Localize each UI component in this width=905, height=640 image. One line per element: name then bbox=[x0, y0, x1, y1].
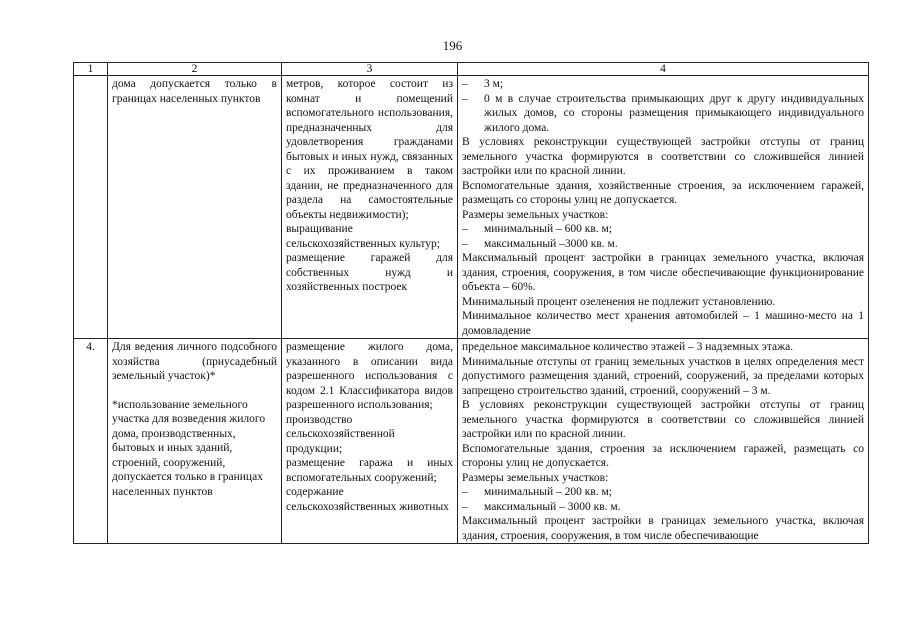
parameter-dash-item bbox=[462, 77, 864, 92]
parameter-paragraph: Максимальный процент застройки в границах земельного участка, включая здания, строения, сооружения, в том числе обеспечивающие bbox=[462, 515, 864, 542]
land-use-text: дома допускается только в границах населенных пунктов bbox=[112, 78, 277, 105]
parameter-text: максимальный –3000 кв. м. bbox=[484, 237, 618, 250]
parameter-dash-item bbox=[462, 237, 864, 252]
permitted-use-item: метров, которое состоит из комнат и помещений вспомогательного использования, предназначенных для удовлетворения гражданами бытовых и иных нужд, связанных с их проживанием в таком здании, не предназначенного для раздела на самостоятельные объекты недвижимости); bbox=[286, 78, 453, 221]
parameter-text: минимальный – 600 кв. м; bbox=[484, 223, 613, 235]
land-use-text: Для ведения личного подсобного хозяйства (приусадебный земельный участок)* bbox=[112, 341, 277, 382]
parameter-dash-item bbox=[462, 92, 864, 136]
table-row bbox=[74, 339, 869, 544]
parameter-dash-item bbox=[462, 485, 864, 500]
table-row bbox=[74, 76, 869, 339]
dash-marker-icon: – bbox=[462, 237, 468, 250]
parameter-text: минимальный – 200 кв. м; bbox=[484, 486, 613, 498]
land-use-type-cell bbox=[108, 76, 282, 339]
parameter-paragraph: В условиях реконструкции существующей застройки отступы от границ земельного участка формируются в соответствии со сложившейся линией застройки или по красной линии. bbox=[462, 136, 864, 177]
dash-marker-icon: – bbox=[462, 486, 468, 498]
parameter-paragraph: Размеры земельных участков: bbox=[462, 471, 609, 484]
permitted-use-item: производство сельскохозяйственной продукции; bbox=[286, 413, 395, 455]
dash-marker-icon: – bbox=[462, 78, 468, 90]
regulations-table bbox=[73, 62, 869, 544]
land-use-footnote: *использование земельного участка для возведения жилого дома, производственных, бытовых и иных зданий, строений, сооружений, допускается только в границах населенных пунктов bbox=[112, 398, 266, 498]
permitted-use-item: размещение гаража и иных вспомогательных сооружений; bbox=[286, 457, 453, 484]
page-number: 196 bbox=[442, 38, 463, 53]
parameter-paragraph: Максимальный процент застройки в границах земельного участка, включая здания, строения, сооружения, в том числе обеспечивающие функционирование объекта – 60%. bbox=[462, 252, 864, 293]
dash-marker-icon: – bbox=[462, 92, 468, 105]
header-col-2: 2 bbox=[108, 63, 282, 76]
parameter-paragraph: Минимальный процент озеленения не подлежит установлению. bbox=[462, 295, 776, 308]
parameter-dash-item bbox=[462, 222, 864, 237]
permitted-use-description-cell bbox=[282, 76, 458, 339]
dash-marker-icon: – bbox=[462, 223, 468, 235]
permitted-use-item: содержание сельскохозяйственных животных bbox=[286, 486, 449, 513]
parameters-cell bbox=[458, 76, 869, 339]
parameter-text: максимальный – 3000 кв. м. bbox=[484, 500, 621, 513]
row-number: 4. bbox=[74, 339, 108, 544]
parameter-paragraph: предельное максимальное количество этажей – 3 надземных этажа. bbox=[462, 341, 794, 353]
spacer bbox=[112, 384, 277, 398]
row-number bbox=[74, 76, 108, 339]
parameter-paragraph: Минимальное количество мест хранения автомобилей – 1 машино-место на 1 домовладение bbox=[462, 310, 864, 337]
header-col-4: 4 bbox=[458, 63, 869, 76]
parameter-dash-item bbox=[462, 500, 864, 515]
parameters-cell bbox=[458, 339, 869, 544]
parameter-paragraph: Минимальные отступы от границ земельных участков в целях определения мест допустимого размещения зданий, строений, сооружений, за пределами которых запрещено строительство зданий, строений, сооружений – 3 м. bbox=[462, 355, 864, 397]
parameter-text: 0 м в случае строительства примыкающих друг к другу индивидуальных жилых домов, со стороны размещения примыкающего индивидуального жилого дома. bbox=[484, 92, 864, 134]
permitted-use-item: размещение гаражей для собственных нужд и хозяйственных построек bbox=[286, 252, 453, 293]
land-use-type-cell bbox=[108, 339, 282, 544]
header-col-3: 3 bbox=[282, 63, 458, 76]
parameter-text: 3 м; bbox=[484, 78, 504, 90]
parameter-paragraph: Вспомогательные здания, хозяйственные строения, за исключением гаражей, размещать со стороны улиц не допускается. bbox=[462, 179, 864, 206]
header-col-1: 1 bbox=[74, 63, 108, 76]
table-header-row bbox=[74, 63, 869, 76]
parameter-paragraph: Размеры земельных участков: bbox=[462, 208, 609, 221]
permitted-use-item: размещение жилого дома, указанного в описании вида разрешенного использования с кодом 2.1 Классификатора видов разрешенного использования; bbox=[286, 341, 453, 411]
permitted-use-item: выращивание сельскохозяйственных культур; bbox=[286, 223, 440, 250]
permitted-use-description-cell bbox=[282, 339, 458, 544]
dash-marker-icon: – bbox=[462, 500, 468, 513]
parameter-paragraph: Вспомогательные здания, строения за исключением гаражей, размещать со стороны улиц не допускается. bbox=[462, 442, 864, 469]
parameter-paragraph: В условиях реконструкции существующей застройки отступы от границ земельного участка формируются в соответствии со сложившейся линией застройки или по красной линии. bbox=[462, 399, 864, 440]
